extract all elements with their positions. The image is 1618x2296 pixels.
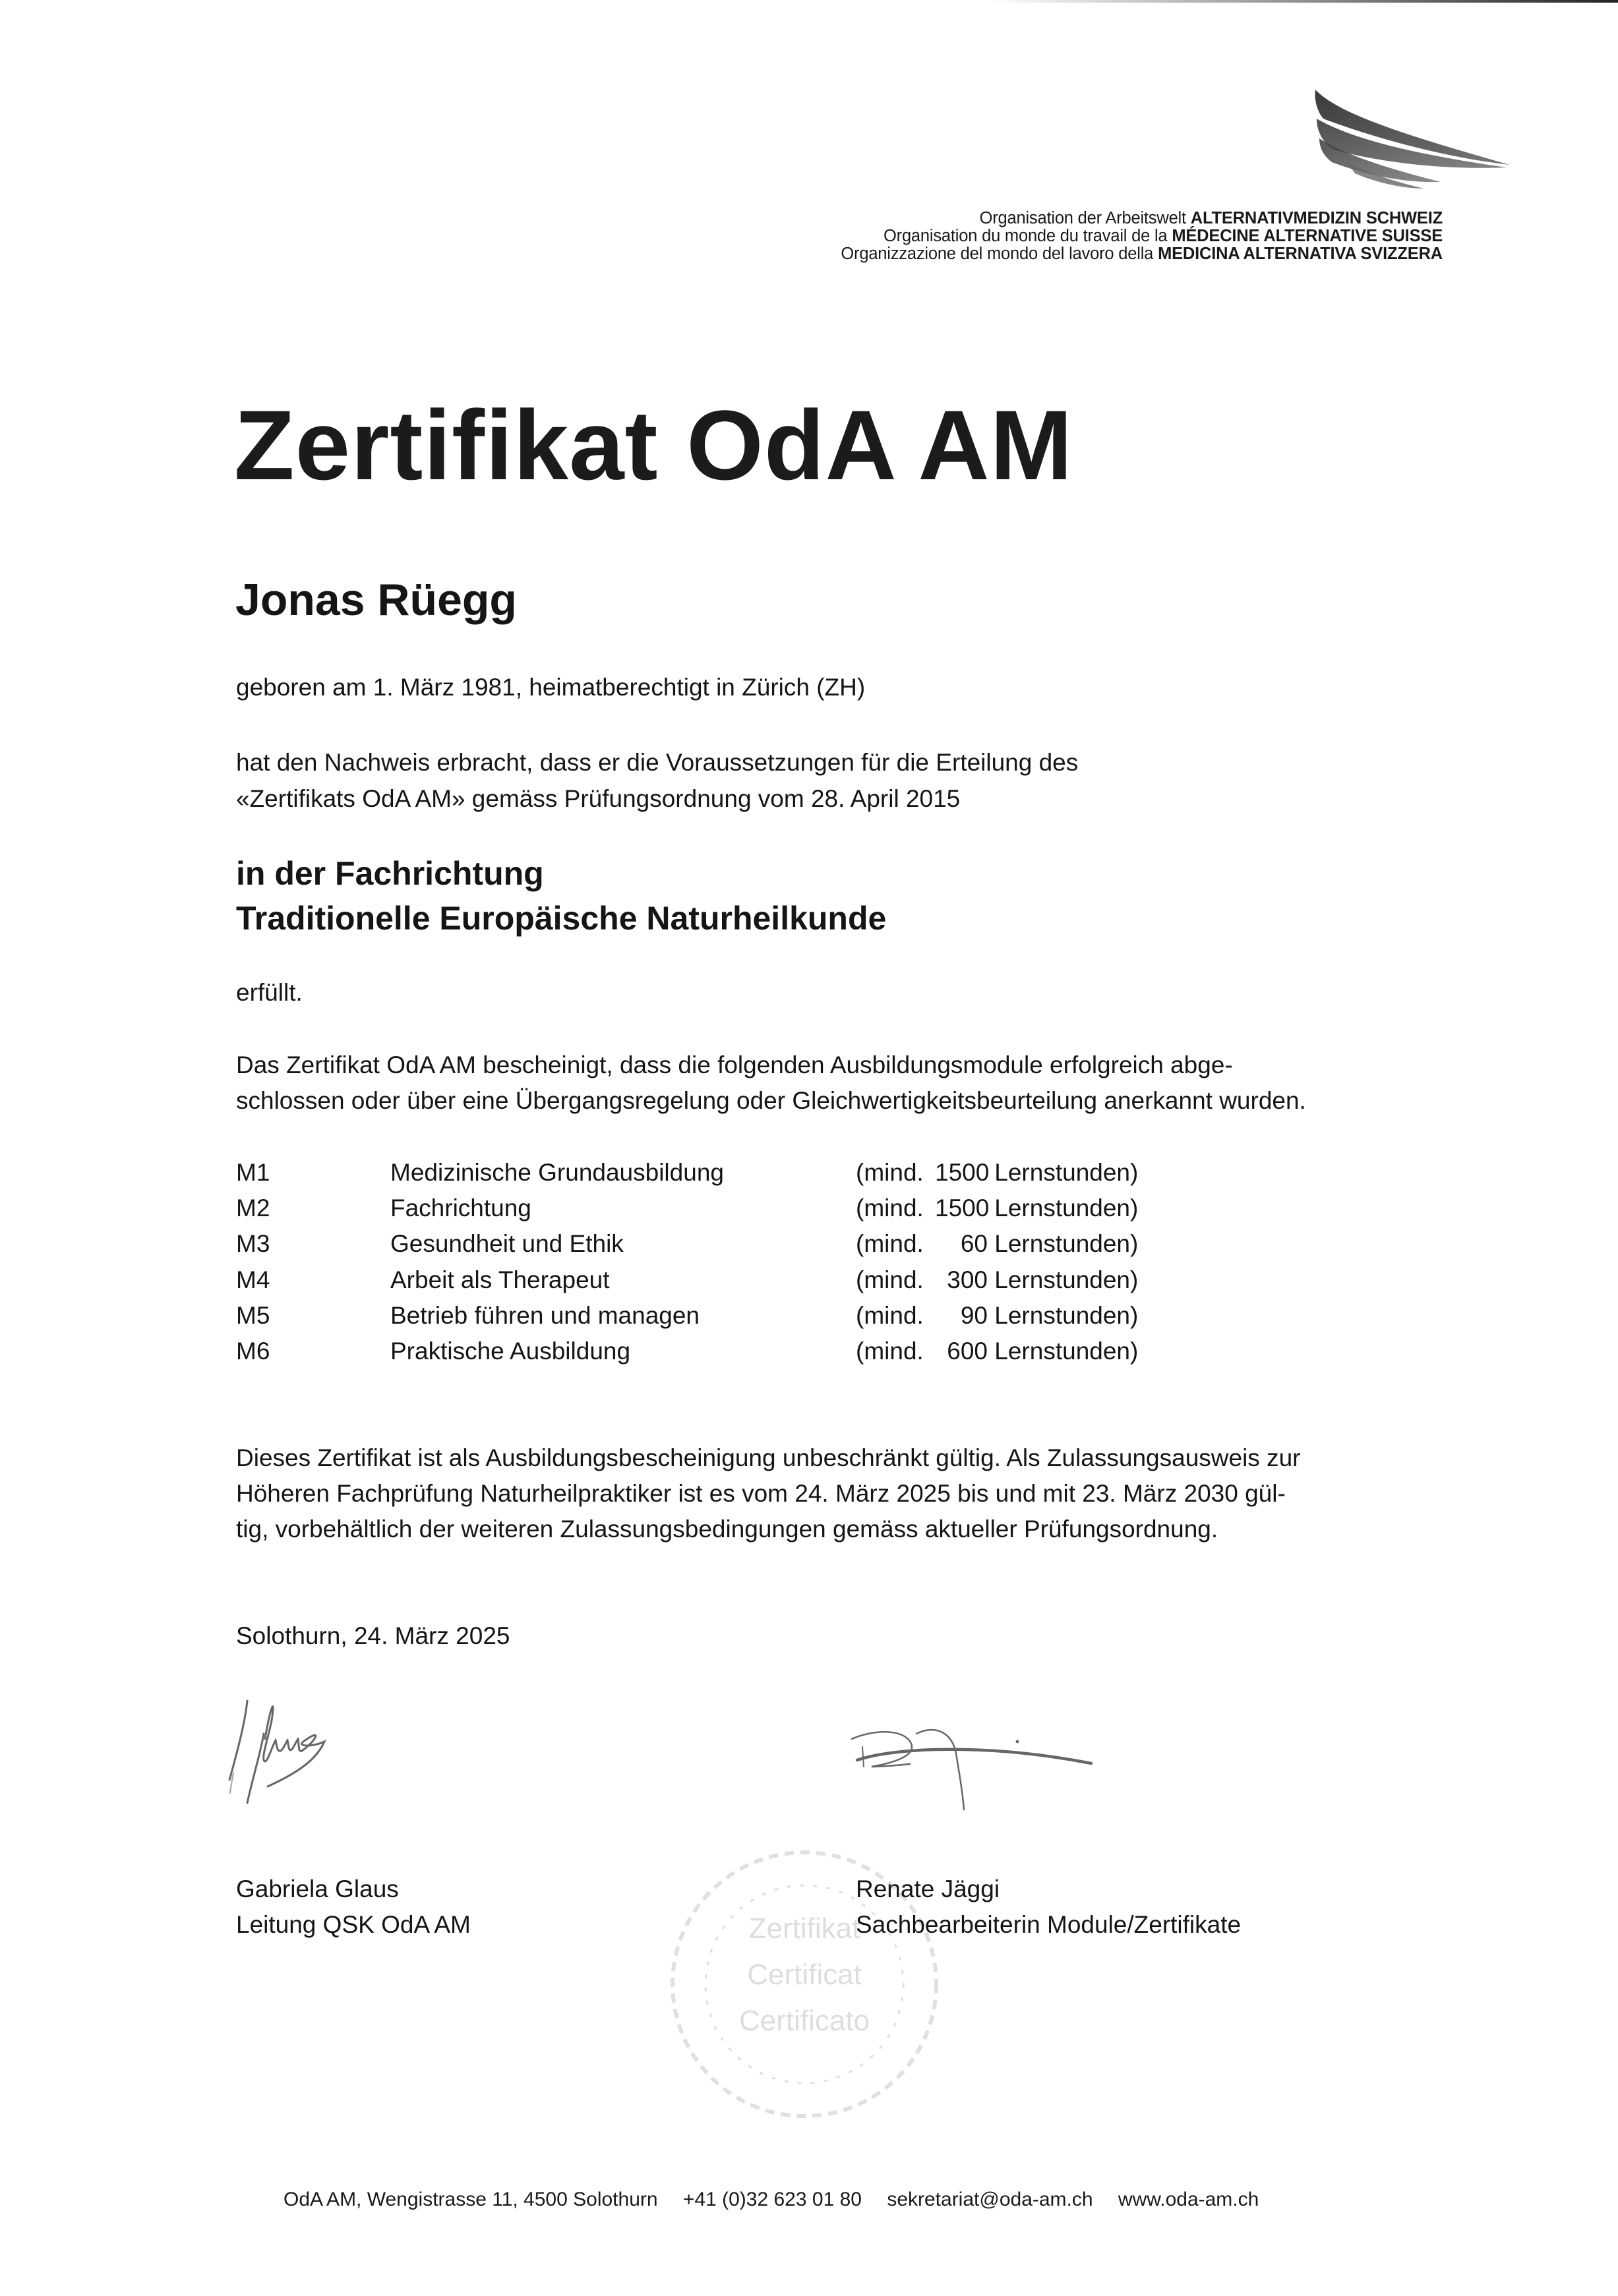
module-hours-suffix: Lernstunden) [994,1302,1139,1329]
org-line-de [980,210,1443,227]
module-hours-suffix: Lernstunden) [994,1159,1139,1186]
org-line-de-bold: ALTERNATIVMEDIZIN SCHWEIZ [1190,209,1443,227]
intro-line-2: «Zertifikats OdA AM» gemäss Prüfungsordnung vom 28. April 2015 [236,785,961,812]
module-hours-value: 300 [947,1266,988,1293]
footer-email[interactable]: sekretariat@oda-am.ch [887,2189,1093,2210]
org-line-fr-prefix: Organisation du monde du travail de la [884,227,1168,245]
stamp-line-2: Certificat [747,1958,862,1991]
module-hours-prefix: (mind. [856,1302,924,1329]
signature-glaus-icon [224,1694,448,1813]
field-label: in der Fachrichtung [236,855,544,892]
module-hours-value: 1500 [935,1194,990,1222]
module-hours-value: 60 [960,1230,988,1257]
module-hours-value: 1500 [935,1159,990,1186]
footer-phone: +41 (0)32 623 01 80 [682,2189,862,2210]
module-hours [856,1231,1138,1256]
org-line-it [841,245,1443,263]
holder-name: Jonas Rüegg [235,575,517,625]
module-hours-prefix: (mind. [856,1230,924,1257]
certificate-title: Zertifikat OdA AM [234,390,1073,500]
module-hours-suffix: Lernstunden) [994,1338,1139,1365]
modules-intro-line-2: schlossen oder über eine Übergangsregelung oder Gleichwertigkeitsbeurteilung anerkannt wurden. [236,1087,1306,1114]
signature-jaeggi-icon [844,1727,1108,1819]
validity-line-1: Dieses Zertifikat ist als Ausbildungsbescheinigung unbeschränkt gültig. Als Zulassungsausweis zur [236,1444,1301,1471]
module-hours-prefix: (mind. [856,1194,924,1222]
field-name: Traditionelle Europäische Naturheilkunde [236,900,887,937]
module-hours [856,1303,1138,1328]
org-line-it-prefix: Organizzazione del mondo del lavoro della [841,245,1154,263]
signatory-2-role: Sachbearbeiterin Module/Zertifikate [856,1911,1242,1938]
module-hours [856,1339,1138,1363]
module-code: M4 [236,1266,270,1293]
org-line-de-prefix: Organisation der Arbeitswelt [979,209,1186,227]
module-hours-prefix: (mind. [856,1338,924,1365]
stamp-line-1: Zertifikat [748,1912,860,1945]
footer-contact [284,2190,1278,2210]
module-hours-prefix: (mind. [856,1266,924,1293]
footer-website[interactable]: www.oda-am.ch [1118,2189,1259,2210]
module-hours-prefix: (mind. [856,1159,924,1186]
stamp-line-3: Certificato [738,2005,870,2037]
module-code: M5 [236,1302,270,1329]
scan-edge-line [989,0,1618,3]
org-line-it-bold: MEDICINA ALTERNATIVA SVIZZERA [1158,245,1443,263]
module-name: Medizinische Grundausbildung [390,1159,724,1186]
module-hours-suffix: Lernstunden) [994,1230,1139,1257]
module-code: M3 [236,1230,270,1257]
module-hours [856,1160,1138,1185]
validity-line-3: tig, vorbehältlich der weiteren Zulassungsbedingungen gemäss aktueller Prüfungsordnung. [236,1516,1218,1543]
module-hours-suffix: Lernstunden) [994,1266,1139,1293]
module-code: M1 [236,1159,270,1186]
module-hours [856,1196,1138,1220]
signatory-1-name: Gabriela Glaus [236,1875,399,1902]
module-hours [856,1268,1138,1292]
module-hours-suffix: Lernstunden) [994,1194,1139,1222]
signatory-2-name: Renate Jäggi [856,1875,1000,1902]
module-hours-value: 90 [960,1302,988,1329]
org-line-fr-bold: MÉDECINE ALTERNATIVE SUISSE [1172,227,1443,245]
module-name: Fachrichtung [390,1194,531,1222]
birth-line: geboren am 1. März 1981, heimatberechtigt in Zürich (ZH) [236,674,866,701]
org-line-fr [884,227,1443,245]
place-date: Solothurn, 24. März 2025 [236,1622,510,1649]
modules-intro-line-1: Das Zertifikat OdA AM bescheinigt, dass die folgenden Ausbildungsmodule erfolgreich abge- [236,1051,1233,1078]
module-hours-value: 600 [947,1338,988,1365]
module-code: M2 [236,1194,270,1222]
module-name: Praktische Ausbildung [390,1338,631,1365]
wing-icon [1309,84,1513,196]
validity-line-2: Höheren Fachprüfung Naturheilpraktiker ist es vom 24. März 2025 bis und mit 23. März 2030 gül- [236,1480,1286,1507]
module-name: Betrieb führen und managen [390,1302,700,1329]
module-name: Arbeit als Therapeut [390,1266,610,1293]
intro-line-1: hat den Nachweis erbracht, dass er die Voraussetzungen für die Erteilung des [236,749,1079,776]
footer-address: OdA AM, Wengistrasse 11, 4500 Solothurn [284,2189,658,2210]
signatory-1-role: Leitung QSK OdA AM [236,1911,471,1938]
fulfilled-text: erfüllt. [236,979,303,1006]
module-code: M6 [236,1338,270,1365]
module-name: Gesundheit und Ethik [390,1230,624,1257]
